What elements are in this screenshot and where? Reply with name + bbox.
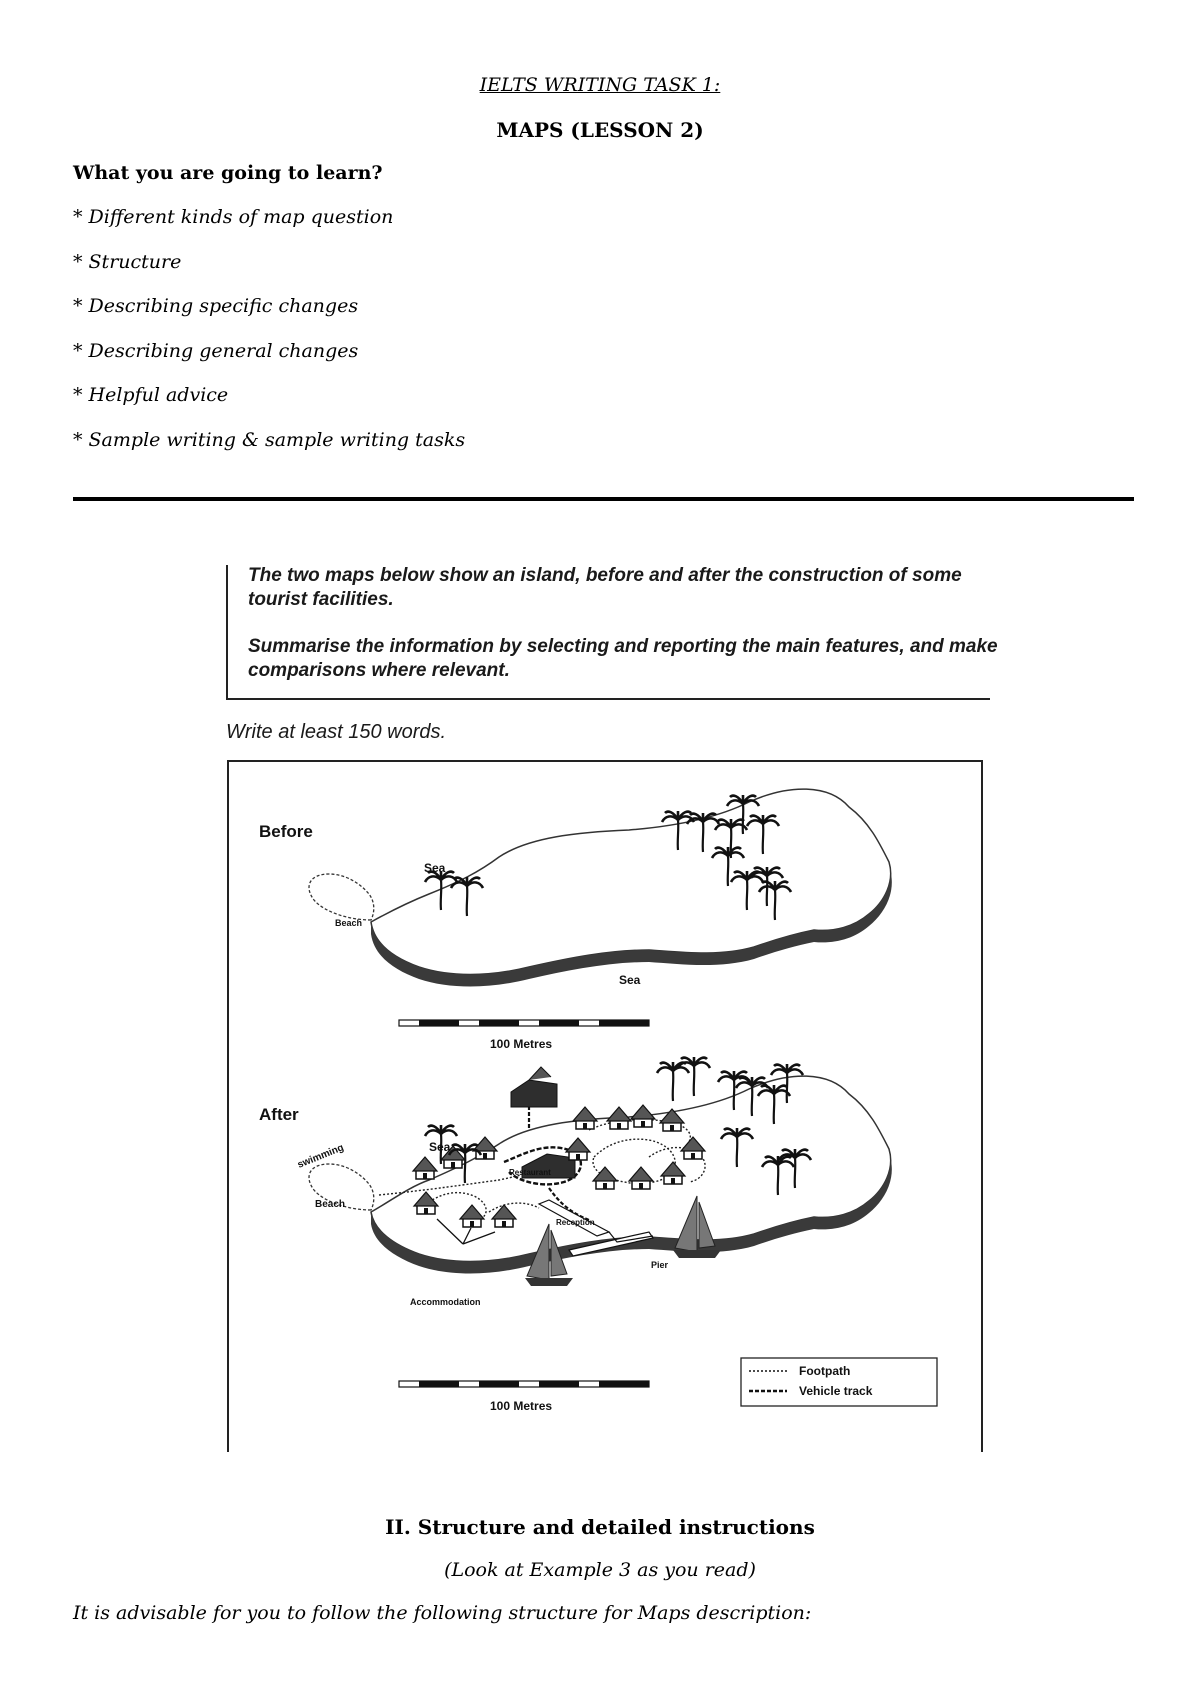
task-instruction: Summarise the information by selecting and reporting the main features, and make comparisons where relevant. (248, 636, 998, 681)
section-heading: II. Structure and detailed instructions (385, 1515, 815, 1539)
list-item: * Describing specific changes (73, 295, 359, 318)
lesson-subtitle: MAPS (LESSON 2) (496, 118, 704, 142)
before-sea-bottom-label: Sea (619, 973, 641, 987)
after-swimming-label: swimming (296, 1142, 346, 1171)
after-restaurant-label: Restaurant (509, 1168, 551, 1177)
after-beach-label: Beach (315, 1199, 346, 1210)
structure-advice: It is advisable for you to follow the following structure for Maps description: (73, 1602, 812, 1624)
task-prompt: The two maps below show an island, before and after the construction of some tourist facilities. (248, 565, 962, 610)
map-figure (227, 760, 983, 1452)
before-sea-top-label: Sea (424, 861, 446, 875)
legend-vehicle-track-label: Vehicle track (799, 1384, 873, 1398)
before-beach-label: Beach (335, 918, 363, 928)
island-maps (229, 762, 981, 1452)
after-scale-bar (399, 1381, 649, 1387)
after-scale-label: 100 Metres (490, 1399, 553, 1413)
before-heading: Before (259, 822, 313, 841)
list-item: * Different kinds of map question (73, 206, 394, 228)
after-island (309, 1057, 892, 1286)
list-item: * Sample writing & sample writing tasks (73, 428, 466, 451)
before-island (309, 789, 892, 986)
section-note: (Look at Example 3 as you read) (444, 1559, 756, 1581)
before-scale-bar (399, 1020, 649, 1026)
after-reception-label: Reception (556, 1218, 595, 1227)
list-item: * Structure (73, 250, 182, 273)
list-item: * Describing general changes (73, 339, 359, 362)
list-item: * Helpful advice (73, 384, 229, 407)
learn-heading: What you are going to learn? (73, 162, 383, 184)
legend-footpath-label: Footpath (799, 1364, 851, 1378)
learn-list (73, 206, 465, 474)
after-pier-label: Pier (651, 1260, 669, 1270)
after-heading: After (259, 1105, 299, 1124)
after-sea-label: Sea (429, 1140, 451, 1154)
before-scale-label: 100 Metres (490, 1037, 553, 1051)
word-limit: Write at least 150 words. (226, 721, 447, 743)
restaurant-building (511, 1067, 557, 1107)
horizontal-rule (73, 497, 1134, 501)
after-accommodation-label: Accommodation (410, 1297, 481, 1307)
lesson-title: IELTS WRITING TASK 1: (479, 74, 721, 96)
